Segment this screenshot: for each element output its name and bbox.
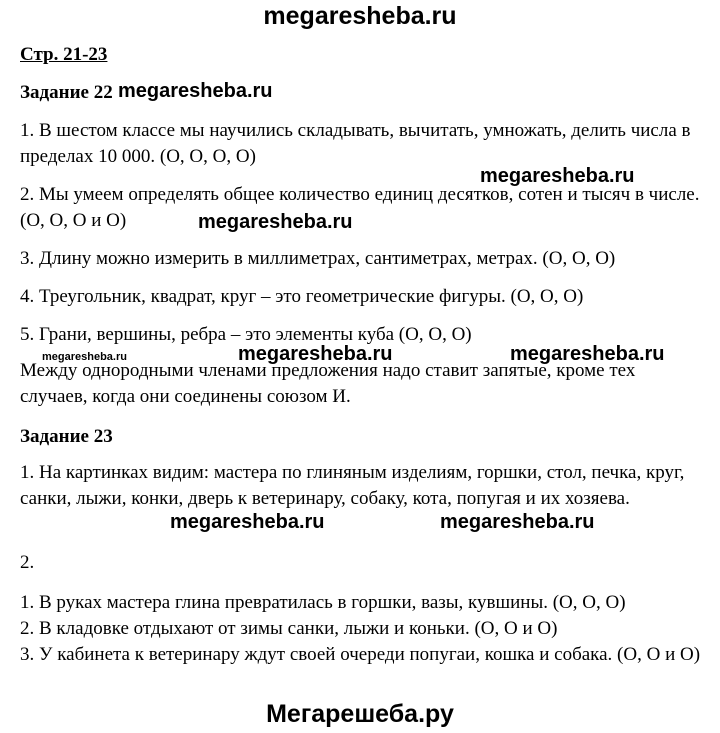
watermark-mid1: megaresheba.ru	[480, 165, 635, 187]
task23-subitem-1: 1. В руках мастера глина превратилась в горшки, вазы, кувшины. (О, О, О)	[20, 592, 626, 613]
watermark-mid4: megaresheba.ru	[510, 343, 665, 365]
task22-item-3: 3. Длину можно измерить в миллиметрах, сантиметрах, метрах. (О, О, О)	[20, 248, 616, 269]
task23-item-1: 1. На картинках видим: мастера по глиняным изделиям, горшки, стол, печка, круг, санки, лыжи, конки, дверь к ветеринару, собаку, кота, попугая и их хозяева.	[20, 462, 685, 509]
page-reference: Стр. 21-23	[20, 44, 108, 65]
watermark-bottom: Мегарешеба.ру	[266, 700, 454, 728]
watermark-small: megaresheba.ru	[42, 351, 127, 363]
task23-item-2-label: 2.	[20, 552, 35, 573]
task23-subitem-3: 3. У кабинета к ветеринару ждут своей очереди попугаи, кошка и собака. (О, О и О)	[20, 644, 701, 665]
task22-item-1: 1. В шестом классе мы научились складывать, вычитать, умножать, делить числа в пределах 10 000. (О, О, О, О)	[20, 120, 691, 167]
task22-title: Задание 22	[20, 82, 113, 103]
task22-item-4: 4. Треугольник, квадрат, круг – это геометрические фигуры. (О, О, О)	[20, 286, 584, 307]
watermark-mid2: megaresheba.ru	[198, 211, 353, 233]
watermark-mid3: megaresheba.ru	[238, 343, 393, 365]
watermark-mid6: megaresheba.ru	[440, 511, 595, 533]
watermark-heading: megaresheba.ru	[118, 80, 273, 102]
task22-conclusion: Между однородными членами предложения надо ставит запятые, кроме тех случаев, когда они соединены союзом И.	[20, 360, 636, 407]
task22-item-5: 5. Грани, вершины, ребра – это элементы куба (О, О, О)	[20, 324, 472, 345]
task23-subitem-2: 2. В кладовке отдыхают от зимы санки, лыжи и коньки. (О, О и О)	[20, 618, 558, 639]
watermark-mid5: megaresheba.ru	[170, 511, 325, 533]
watermark-top: megaresheba.ru	[263, 2, 457, 30]
task23-title: Задание 23	[20, 426, 113, 447]
task22-item-2: 2. Мы умеем определять общее количество единиц десятков, сотен и тысяч в числе. (О, О, О и О)	[20, 184, 700, 231]
